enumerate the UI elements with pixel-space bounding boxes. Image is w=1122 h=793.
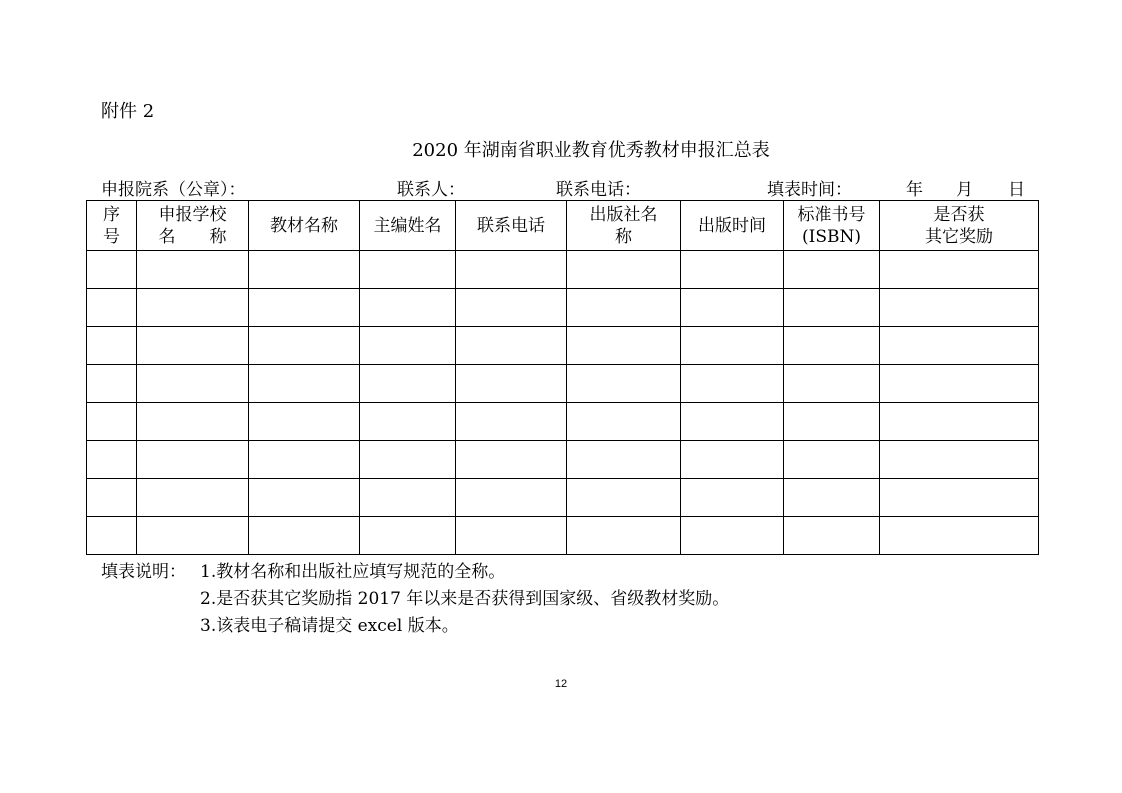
table-cell[interactable] <box>567 403 681 441</box>
attachment-label: 附件 2 <box>101 101 155 122</box>
table-cell[interactable] <box>880 289 1039 327</box>
table-cell[interactable] <box>880 327 1039 365</box>
table-cell[interactable] <box>567 289 681 327</box>
fill-time-label: 填表时间： <box>767 180 852 200</box>
table-cell[interactable] <box>784 441 880 479</box>
table-cell[interactable] <box>784 327 880 365</box>
header-chief-editor: 主编姓名 <box>360 201 456 251</box>
table-cell[interactable] <box>567 441 681 479</box>
table-cell[interactable] <box>456 327 567 365</box>
contact-person-label: 联系人： <box>397 180 465 200</box>
table-cell[interactable] <box>456 289 567 327</box>
table-cell[interactable] <box>567 327 681 365</box>
table-row <box>87 327 1039 365</box>
table-cell[interactable] <box>880 441 1039 479</box>
table-cell[interactable] <box>249 441 360 479</box>
page-number: 12 <box>554 678 568 690</box>
table-cell[interactable] <box>880 479 1039 517</box>
table-cell[interactable] <box>681 403 784 441</box>
header-other-awards: 是否获 其它奖励 <box>880 201 1039 251</box>
table-cell[interactable] <box>249 365 360 403</box>
table-cell[interactable] <box>784 289 880 327</box>
table-row <box>87 403 1039 441</box>
table-cell[interactable] <box>681 365 784 403</box>
table-cell[interactable] <box>87 441 137 479</box>
table-cell[interactable] <box>137 441 249 479</box>
table-cell[interactable] <box>784 251 880 289</box>
table-cell[interactable] <box>249 327 360 365</box>
table-cell[interactable] <box>249 251 360 289</box>
header-serial-number: 序 号 <box>87 201 137 251</box>
table-row <box>87 441 1039 479</box>
table-cell[interactable] <box>87 327 137 365</box>
table-cell[interactable] <box>360 403 456 441</box>
applicant-unit-label: 申报院系（公章）： <box>101 180 246 200</box>
table-cell[interactable] <box>249 289 360 327</box>
table-cell[interactable] <box>784 517 880 555</box>
table-cell[interactable] <box>784 365 880 403</box>
table-cell[interactable] <box>456 251 567 289</box>
table-cell[interactable] <box>87 289 137 327</box>
table-cell[interactable] <box>137 365 249 403</box>
table-cell[interactable] <box>87 403 137 441</box>
table-cell[interactable] <box>681 517 784 555</box>
header-publisher-name: 出版社名 称 <box>567 201 681 251</box>
month-label: 月 <box>956 180 973 200</box>
table-cell[interactable] <box>681 289 784 327</box>
header-contact-phone: 联系电话 <box>456 201 567 251</box>
table-cell[interactable] <box>360 517 456 555</box>
table-cell[interactable] <box>880 517 1039 555</box>
table-row <box>87 479 1039 517</box>
table-cell[interactable] <box>360 289 456 327</box>
table-cell[interactable] <box>880 365 1039 403</box>
table-cell[interactable] <box>137 479 249 517</box>
day-label: 日 <box>1008 180 1025 200</box>
table-cell[interactable] <box>87 479 137 517</box>
header-publish-date: 出版时间 <box>681 201 784 251</box>
table-cell[interactable] <box>456 479 567 517</box>
table-cell[interactable] <box>360 479 456 517</box>
table-row <box>87 365 1039 403</box>
table-cell[interactable] <box>249 479 360 517</box>
table-cell[interactable] <box>137 327 249 365</box>
table-cell[interactable] <box>681 251 784 289</box>
table-row <box>87 251 1039 289</box>
table-cell[interactable] <box>567 251 681 289</box>
table-cell[interactable] <box>456 365 567 403</box>
table-cell[interactable] <box>456 517 567 555</box>
table-cell[interactable] <box>880 403 1039 441</box>
table-cell[interactable] <box>360 365 456 403</box>
table-cell[interactable] <box>249 403 360 441</box>
table-row <box>87 289 1039 327</box>
notes-label: 填表说明： <box>101 562 186 582</box>
table-cell[interactable] <box>567 479 681 517</box>
table-cell[interactable] <box>360 441 456 479</box>
table-cell[interactable] <box>567 365 681 403</box>
header-school-name: 申报学校 名 称 <box>137 201 249 251</box>
table-cell[interactable] <box>681 441 784 479</box>
table-cell[interactable] <box>137 517 249 555</box>
table-cell[interactable] <box>784 479 880 517</box>
table-cell[interactable] <box>456 441 567 479</box>
table-cell[interactable] <box>87 517 137 555</box>
table-cell[interactable] <box>87 251 137 289</box>
table-cell[interactable] <box>681 479 784 517</box>
table-cell[interactable] <box>137 289 249 327</box>
table-cell[interactable] <box>360 327 456 365</box>
table-cell[interactable] <box>87 365 137 403</box>
table-cell[interactable] <box>137 251 249 289</box>
header-isbn: 标准书号 (ISBN) <box>784 201 880 251</box>
table-cell[interactable] <box>137 403 249 441</box>
table-cell[interactable] <box>880 251 1039 289</box>
document-title: 2020 年湖南省职业教育优秀教材申报汇总表 <box>412 140 770 161</box>
summary-table <box>86 200 1039 555</box>
table-cell[interactable] <box>567 517 681 555</box>
header-textbook-name: 教材名称 <box>249 201 360 251</box>
table-cell[interactable] <box>249 517 360 555</box>
table-cell[interactable] <box>360 251 456 289</box>
contact-phone-label: 联系电话： <box>556 180 641 200</box>
note-item: 2.是否获其它奖励指 2017 年以来是否获得到国家级、省级教材奖励。 <box>200 589 730 609</box>
note-item: 1.教材名称和出版社应填写规范的全称。 <box>200 562 506 582</box>
table-row <box>87 517 1039 555</box>
table-cell[interactable] <box>681 327 784 365</box>
year-label: 年 <box>906 180 923 200</box>
table-header-row <box>87 201 1039 251</box>
note-item: 3.该表电子稿请提交 excel 版本。 <box>200 616 459 636</box>
table-cell[interactable] <box>456 403 567 441</box>
table-cell[interactable] <box>784 403 880 441</box>
